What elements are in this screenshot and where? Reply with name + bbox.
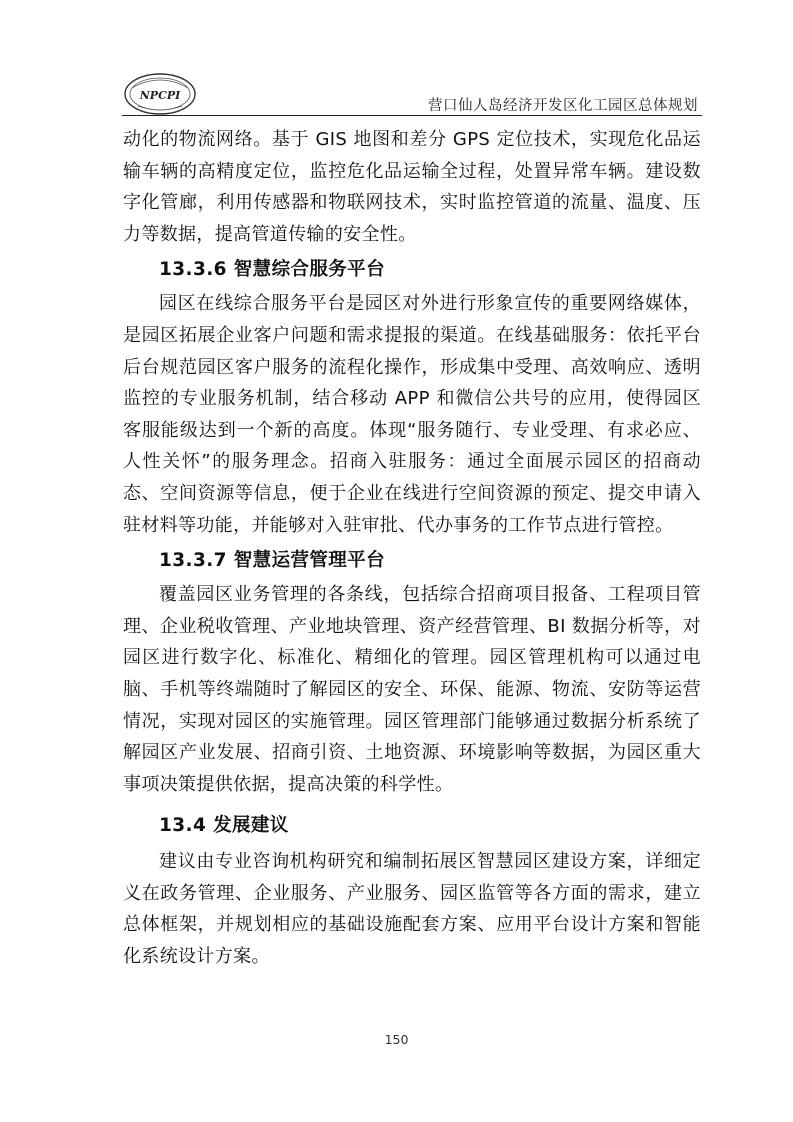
section-heading-13-3-7: 13.3.7 智慧运营管理平台 [159,550,385,572]
section-paragraph-13-3-7: 覆盖园区业务管理的各条线，包括综合招商项目报备、工程项目管理、企业税收管理、产业地块管理、资产经营管理、BI 数据分析等，对园区进行数字化、标准化、精细化的管理。园区管理机构可以通过电脑、手机等终端随时了解园区的安全、环保、能源、物流、安防等运营情况，实现对园区的实施管理。园区管理部门能够通过数据分析系统了解园区产业发展、招商引资、土地资源、环境影响等数据，为园区重大事项决策提供依据，提高决策的科学性。 [123,584,701,795]
section-heading-13-3-6: 13.3.6 智慧综合服务平台 [159,259,385,281]
logo-text: NPCPI [139,89,181,102]
section-heading-13-4: 13.4 发展建议 [159,815,289,837]
section-paragraph-13-4: 建议由专业咨询机构研究和编制拓展区智慧园区建设方案，详细定义在政务管理、企业服务、产业服务、园区监管等各方面的需求，建立总体框架，并规划相应的基础设施配套方案、应用平台设计方案和智能化系统设计方案。 [123,851,701,968]
header-divider [122,115,702,116]
npcpi-logo [122,68,198,116]
section-paragraph-13-3-6: 园区在线综合服务平台是园区对外进行形象宣传的重要网络媒体，是园区拓展企业客户问题和需求提报的渠道。在线基础服务：依托平台后台规范园区客户服务的流程化操作，形成集中受理、高效响应、透明监控的专业服务机制，结合移动 APP 和微信公共号的应用，使得园区客服能级达到一个新的高度。体现“服务随行、专业受理、有求必应、人性关怀”的服务理念。招商入驻服务：通过全面展示园区的招商动态、空间资源等信息，便于企业在线进行空间资源的预定、提交申请入驻材料等功能，并能够对入驻审批、代办事务的工作节点进行管控。 [123,293,701,536]
intro-paragraph: 动化的物流网络。基于 GIS 地图和差分 GPS 定位技术，实现危化品运输车辆的高精度定位，监控危化品运输全过程，处置异常车辆。建设数字化管廊，利用传感器和物联网技术，实时监控管道的流量、温度、压力等数据，提高管道传输的安全性。 [123,129,701,245]
page-content [123,124,701,973]
document-title: 营口仙人岛经济开发区化工园区总体规划 [428,98,698,114]
page-number: 150 [384,1032,409,1047]
page-header [122,68,702,120]
